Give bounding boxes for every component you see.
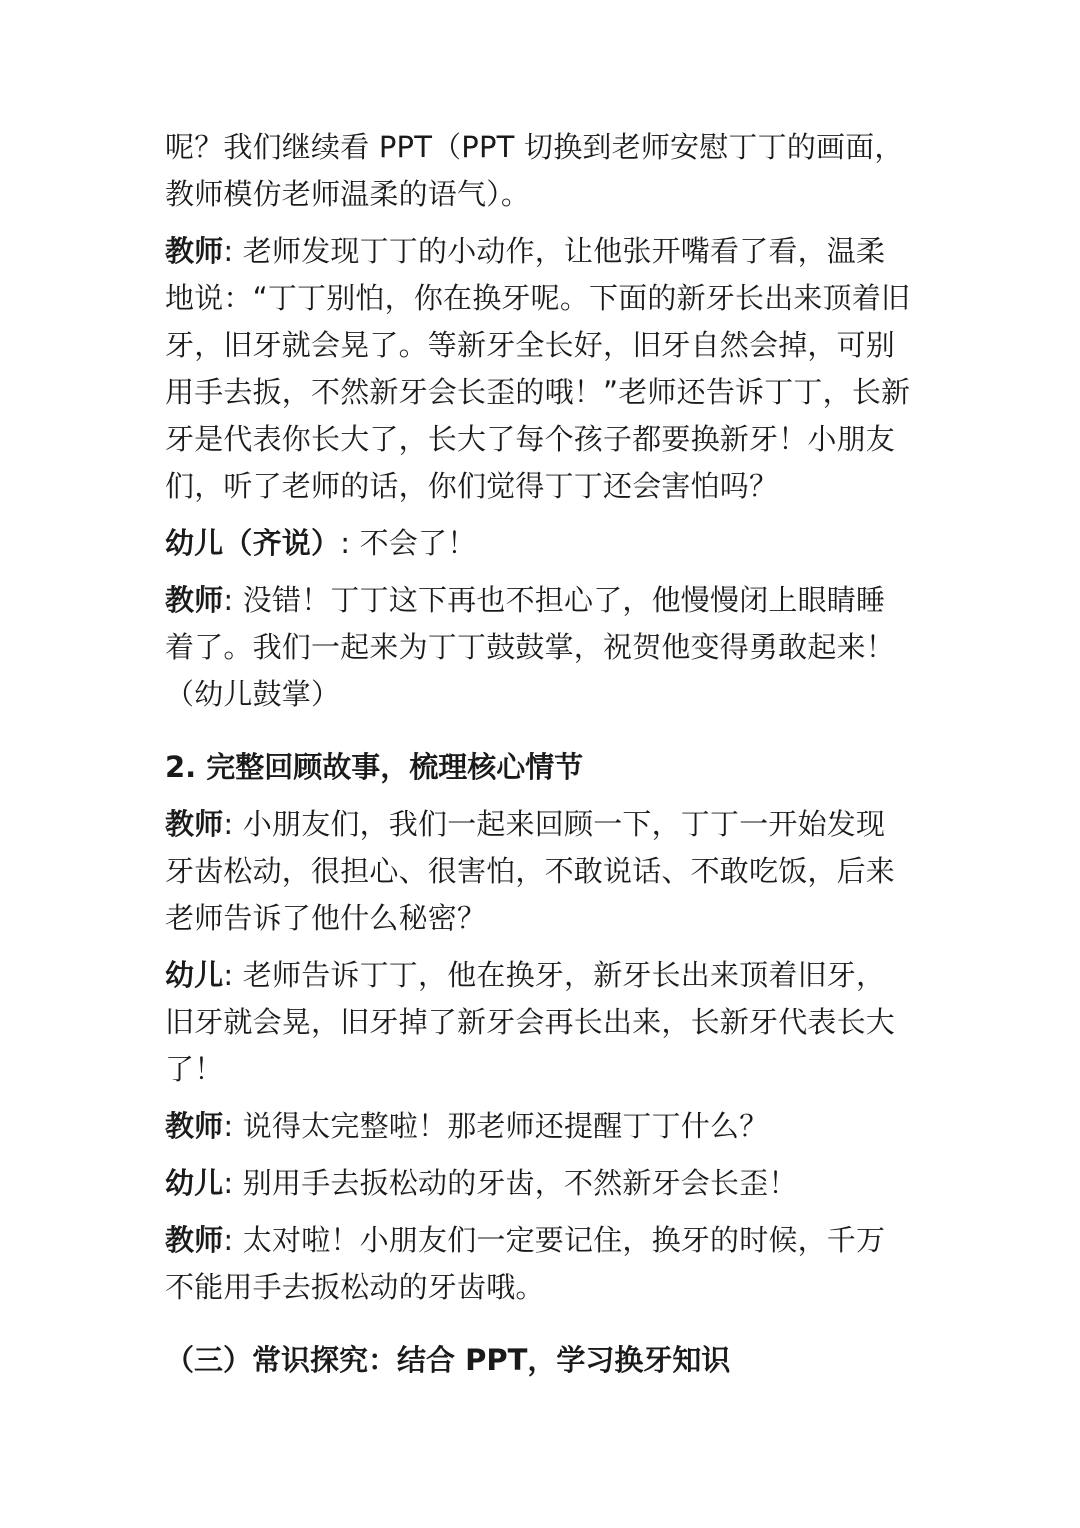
text-line xyxy=(165,1103,915,1150)
text-line xyxy=(165,577,915,624)
section-heading: 2. 完整回顾故事，梳理核心情节 xyxy=(165,750,584,784)
document-page xyxy=(165,124,915,1384)
speaker-colon: : xyxy=(223,234,243,268)
dialogue-text: 说得太完整啦！那老师还提醒丁丁什么？ xyxy=(242,1109,769,1143)
dialogue-text: 小朋友们，我们一起来回顾一下，丁丁一开始发现 xyxy=(242,807,886,841)
teacher-paragraph xyxy=(165,228,915,510)
child-paragraph xyxy=(165,520,915,567)
text-line xyxy=(165,228,915,275)
child-paragraph xyxy=(165,1160,915,1207)
speaker-colon: : xyxy=(223,958,243,992)
text-line: 牙齿松动，很担心、很害怕，不敢说话、不敢吃饭，后来 xyxy=(165,854,896,888)
text-line xyxy=(165,1160,915,1207)
speaker-label: 教师 xyxy=(165,807,224,841)
dialogue-text: 没错！丁丁这下再也不担心了，他慢慢闭上眼睛睡 xyxy=(242,583,886,617)
speaker-colon: : xyxy=(223,583,243,617)
speaker-label: 教师 xyxy=(165,234,224,268)
text-line: 旧牙就会晃，旧牙掉了新牙会再长出来，长新牙代表长大 xyxy=(165,1005,896,1039)
speaker-label: 教师 xyxy=(165,1109,224,1143)
text-line xyxy=(165,801,915,848)
section-heading: （三）常识探究：结合 PPT，学习换牙知识 xyxy=(165,1343,731,1377)
text-line: 牙，旧牙就会晃了。等新牙全长好，旧牙自然会掉，可别 xyxy=(165,328,896,362)
text-line xyxy=(165,952,915,999)
text-line: （幼儿鼓掌） xyxy=(165,677,341,711)
text-line: 们，听了老师的话，你们觉得丁丁还会害怕吗？ xyxy=(165,469,779,503)
speaker-colon: : xyxy=(223,1166,243,1200)
text-line: 用手去扳，不然新牙会长歪的哦！”老师还告诉丁丁，长新 xyxy=(165,375,911,409)
teacher-paragraph xyxy=(165,1103,915,1150)
speaker-colon: : xyxy=(223,1223,243,1257)
speaker-colon: : xyxy=(223,1109,243,1143)
dialogue-text: 不会了！ xyxy=(359,526,477,560)
speaker-colon: : xyxy=(340,526,360,560)
intro-paragraph xyxy=(165,124,915,218)
dialogue-text: 老师告诉丁丁，他在换牙，新牙长出来顶着旧牙， xyxy=(242,958,886,992)
text-line: 地说：“丁丁别怕，你在换牙呢。下面的新牙长出来顶着旧 xyxy=(165,281,911,315)
speaker-label: 幼儿（齐说） xyxy=(165,526,341,560)
teacher-paragraph xyxy=(165,577,915,718)
child-paragraph xyxy=(165,952,915,1093)
speaker-label: 教师 xyxy=(165,583,224,617)
text-line: 牙是代表你长大了，长大了每个孩子都要换新牙！小朋友 xyxy=(165,422,896,456)
teacher-paragraph xyxy=(165,1217,915,1311)
dialogue-text: 别用手去扳松动的牙齿，不然新牙会长歪！ xyxy=(242,1166,798,1200)
speaker-colon: : xyxy=(223,807,243,841)
dialogue-text: 太对啦！小朋友们一定要记住，换牙的时候，千万 xyxy=(242,1223,886,1257)
speaker-label: 幼儿 xyxy=(165,1166,224,1200)
text-line: 呢？我们继续看 PPT（PPT 切换到老师安慰丁丁的画面， xyxy=(165,130,904,164)
text-line: 了！ xyxy=(165,1052,224,1086)
teacher-paragraph xyxy=(165,801,915,942)
text-line xyxy=(165,520,915,567)
text-line: 老师告诉了他什么秘密？ xyxy=(165,901,487,935)
text-line: 教师模仿老师温柔的语气）。 xyxy=(165,177,531,211)
text-line: 不能用手去扳松动的牙齿哦。 xyxy=(165,1270,545,1304)
text-line xyxy=(165,1217,915,1264)
text-line: 着了。我们一起来为丁丁鼓鼓掌，祝贺他变得勇敢起来！ xyxy=(165,630,896,664)
speaker-label: 幼儿 xyxy=(165,958,224,992)
speaker-label: 教师 xyxy=(165,1223,224,1257)
dialogue-text: 老师发现丁丁的小动作，让他张开嘴看了看，温柔 xyxy=(242,234,886,268)
